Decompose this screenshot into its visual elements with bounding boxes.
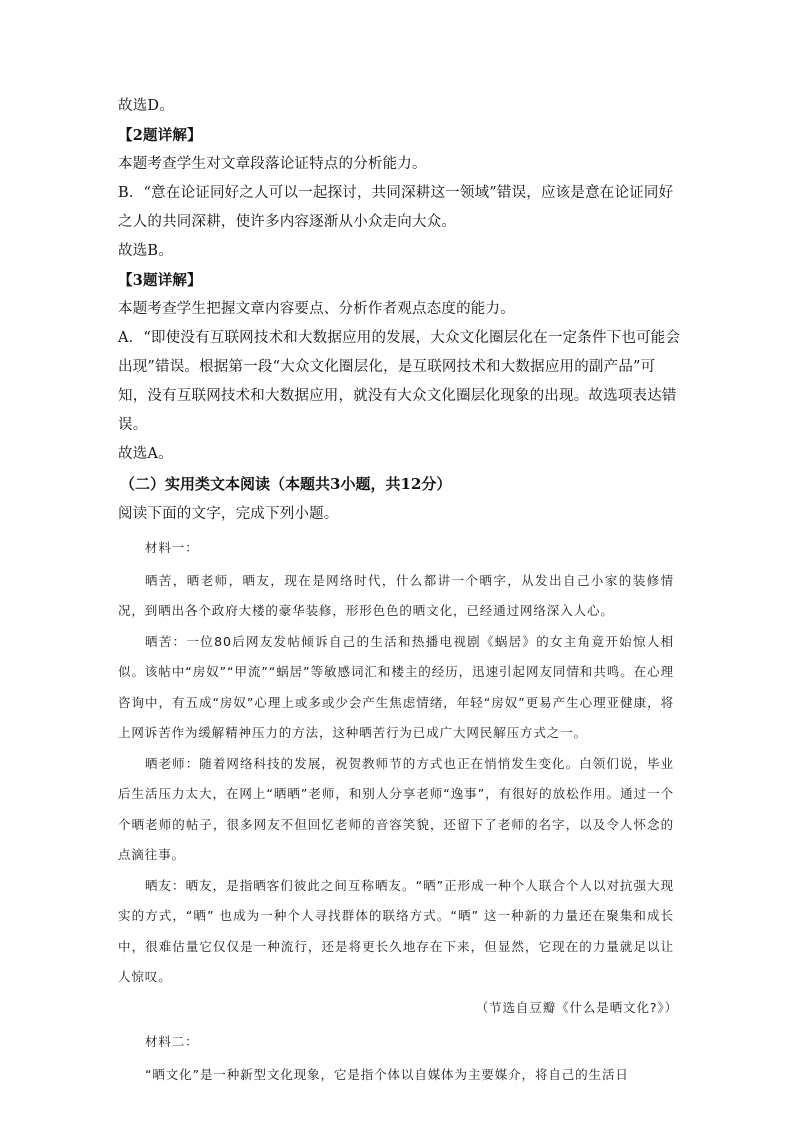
material-one-paragraph: 晒友：晒友，是指晒客们彼此之间互称晒友。“晒”正形成一种个人联合个人以对抗强大现实的方式，“晒” 也成为一种个人寻找群体的联络方式。“晒” 这一种新的力量还在聚集和成长中，很难估量它仅仅是一种流行，还是将更长久地存在下来，但显然，它现在的力量就足以让人惊叹。 (118, 877, 674, 984)
document-page (118, 92, 681, 1090)
q3-option-a-line1: A．“即使没有互联网技术和大数据应用的发展，大众文化圈层化在一定条件下也可能会 (118, 330, 681, 346)
material-one-paragraph: 晒老师：随着网络科技的发展，祝贺教师节的方式也正在悄悄发生变化。白领们说，毕业后生活压力太大，在网上“晒晒”老师，和别人分享老师“逸事”，有很好的放松作用。通过一个个晒老师的帖子，很多网友不但回忆老师的音容笑貌，还留下了老师的名字，以及令人怀念的点滴往事。 (118, 755, 674, 862)
section-title: （二）实用类文本阅读（本题共3小题，共12分） (120, 475, 452, 493)
q3-option-a-line4: 误。 (118, 417, 148, 433)
material-one-paragraph: 晒苦，晒老师，晒友，现在是网络时代，什么都讲一个晒字，从发出自己小家的装修情况，到晒出各个政府大楼的豪华装修，形形色色的晒文化，已经通过网络深入人心。 (118, 572, 674, 618)
q3-explanation: 本题考查学生把握文章内容要点、分析作者观点态度的能力。 (118, 301, 515, 317)
q3-answer: 故选A。 (118, 446, 173, 462)
material-one-source: （节选自豆瓣《什么是晒文化?》） (475, 999, 678, 1015)
q3-heading: 【3题详解】 (118, 272, 202, 289)
q2-heading: 【2题详解】 (118, 127, 202, 144)
q2-option-b-line2: 之人的共同深耕，使许多内容逐渐从小众走向大众。 (118, 214, 457, 230)
material-one (118, 533, 678, 1023)
q2-answer: 故选B。 (118, 243, 173, 259)
material-two-label: 材料二： (145, 1034, 199, 1049)
material-one-label: 材料一： (145, 540, 199, 555)
q2-option-b-line1: B．“意在论证同好之人可以一起探讨，共同深耕这一领域”错误，应该是意在论证同好 (118, 185, 674, 201)
q2-explanation: 本题考查学生对文章段落论证特点的分析能力。 (118, 156, 427, 172)
answer-line: 故选D。 (118, 98, 174, 114)
material-two (118, 1027, 674, 1090)
q3-option-a-line2: 出现”错误。根据第一段“大众文化圈层化，是互联网技术和大数据应用的副产品”可 (118, 359, 656, 375)
material-one-paragraph: 晒苦：一位80后网友发帖倾诉自己的生活和热播电视剧《蜗居》的女主角竟开始惊人相似。该帖中“房奴”“甲流”“蜗居”等敏感词汇和楼主的经历，迅速引起网友同情和共鸣。在心理咨询中，有五成“房奴”心理上或多或少会产生焦虑情绪，年轻“房奴”更易产生心理亚健康，将上网诉苦作为缓解精神压力的方法，这种晒苦行为已成广大网民解压方式之一。 (118, 633, 674, 740)
material-two-paragraph: “晒文化”是一种新型文化现象，它是指个体以自媒体为主要媒介，将自己的生活日 (145, 1066, 629, 1082)
q3-option-a-line3: 知，没有互联网技术和大数据应用，就没有大众文化圈层化现象的出现。故选项表达错 (118, 388, 677, 404)
reading-instruction: 阅读下面的文字，完成下列小题。 (118, 506, 339, 522)
